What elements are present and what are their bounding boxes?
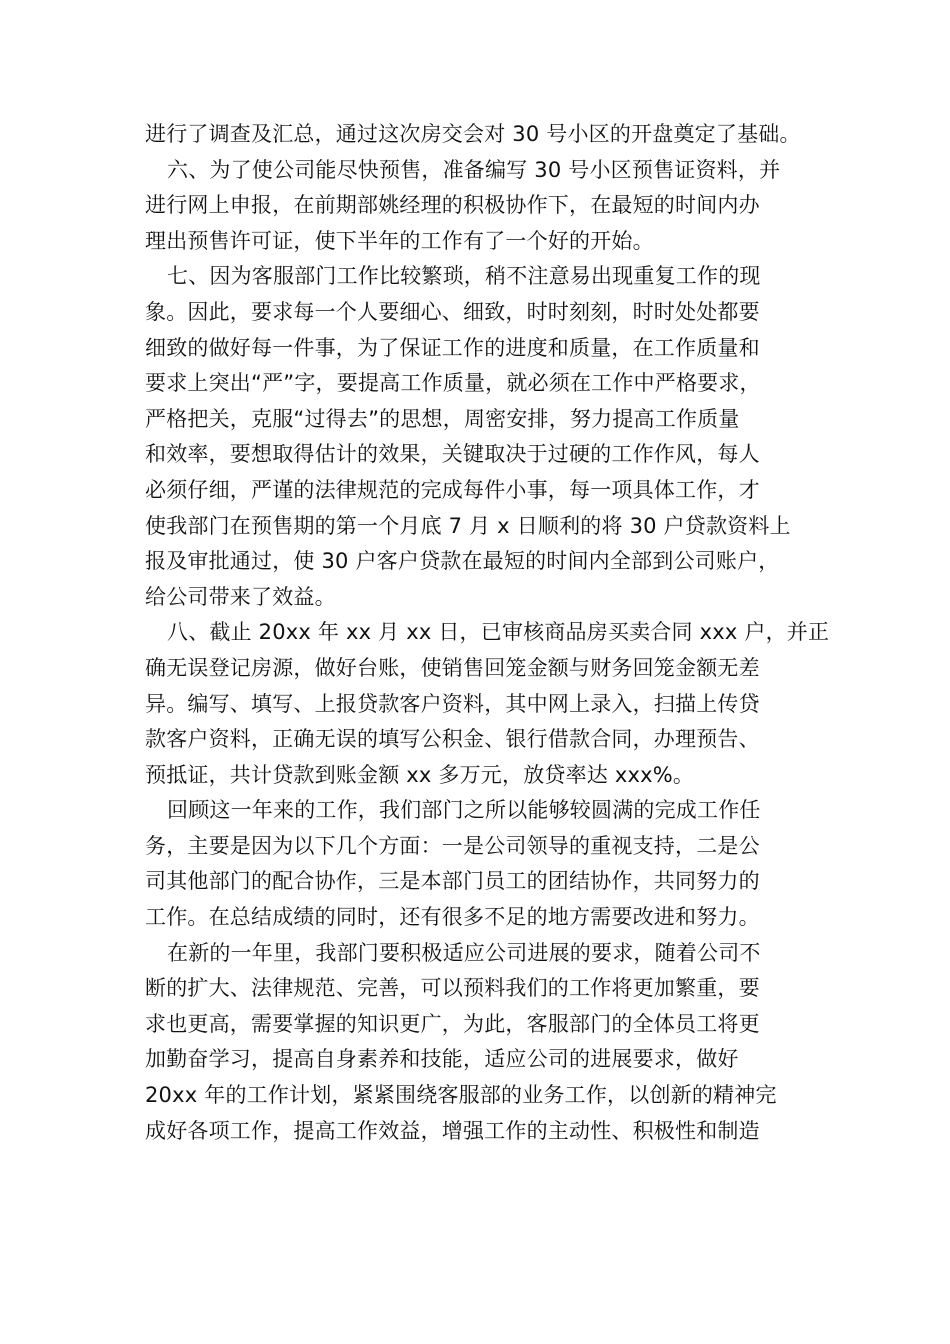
paragraph-eight-line: 八、截止 20xx 年 xx 月 xx 日，已审核商品房买卖合同 xxx 户，并正 bbox=[167, 620, 830, 645]
text-line: 进行网上申报，在前期部姚经理的积极协作下，在最短的时间内办 bbox=[145, 193, 760, 218]
text-line: 成好各项工作，提高工作效益，增强工作的主动性、积极性和制造 bbox=[145, 1118, 760, 1143]
paragraph-six-line: 六、为了使公司能尽快预售，准备编写 30 号小区预售证资料，并 bbox=[167, 157, 781, 182]
text-line: 使我部门在预售期的第一个月底 7 月 x 日顺利的将 30 户贷款资料上 bbox=[145, 513, 791, 538]
paragraph-review-line: 回顾这一年来的工作，我们部门之所以能够较圆满的完成工作任 bbox=[167, 798, 761, 823]
text-line: 必须仔细，严谨的法律规范的完成每件小事，每一项具体工作，才 bbox=[145, 477, 760, 502]
body-text bbox=[145, 117, 830, 1149]
text-line: 细致的做好每一件事，为了保证工作的进度和质量，在工作质量和 bbox=[145, 335, 760, 360]
text-line: 象。因此，要求每一个人要细心、细致，时时刻刻，时时处处都要 bbox=[145, 299, 760, 324]
text-line: 司其他部门的配合协作，三是本部门员工的团结协作，共同努力的 bbox=[145, 869, 760, 894]
text-line: 报及审批通过，使 30 户客户贷款在最短的时间内全部到公司账户， bbox=[145, 549, 780, 574]
paragraph-seven-line: 七、因为客服部门工作比较繁琐，稍不注意易出现重复工作的现 bbox=[167, 264, 761, 289]
text-line: 要求上突出“严”字，要提高工作质量，就必须在工作中严格要求， bbox=[145, 371, 761, 396]
text-line: 异。编写、填写、上报贷款客户资料，其中网上录入，扫描上传贷 bbox=[145, 691, 760, 716]
text-line: 确无误登记房源，做好台账，使销售回笼金额与财务回笼金额无差 bbox=[145, 655, 760, 680]
text-line: 和效率，要想取得估计的效果，关键取决于过硬的工作作风，每人 bbox=[145, 442, 760, 467]
text-line: 务，主要是因为以下几个方面：一是公司领导的重视支持，二是公 bbox=[145, 833, 760, 858]
text-line: 进行了调查及汇总，通过这次房交会对 30 号小区的开盘奠定了基础。 bbox=[145, 122, 801, 146]
text-line: 理出预售许可证，使下半年的工作有了一个好的开始。 bbox=[145, 228, 654, 253]
text-line: 给公司带来了效益。 bbox=[145, 584, 336, 609]
paragraph-new-year-line: 在新的一年里，我部门要积极适应公司进展的要求，随着公司不 bbox=[167, 940, 761, 965]
text-line: 求也更高，需要掌握的知识更广，为此，客服部门的全体员工将更 bbox=[145, 1011, 760, 1036]
text-line: 20xx 年的工作计划，紧紧围绕客服部的业务工作，以创新的精神完 bbox=[145, 1083, 777, 1108]
text-line: 严格把关，克服“过得去”的思想，周密安排，努力提高工作质量 bbox=[145, 406, 740, 431]
text-line: 加勤奋学习，提高自身素养和技能，适应公司的进展要求，做好 bbox=[145, 1047, 739, 1072]
text-line: 预抵证，共计贷款到账金额 xx 多万元，放贷率达 xxx%。 bbox=[145, 762, 695, 787]
text-line: 款客户资料，正确无误的填写公积金、银行借款合同，办理预告、 bbox=[145, 727, 760, 752]
text-line: 工作。在总结成绩的同时，还有很多不足的地方需要改进和努力。 bbox=[145, 905, 760, 930]
text-line: 断的扩大、法律规范、完善，可以预料我们的工作将更加繁重，要 bbox=[145, 976, 760, 1001]
